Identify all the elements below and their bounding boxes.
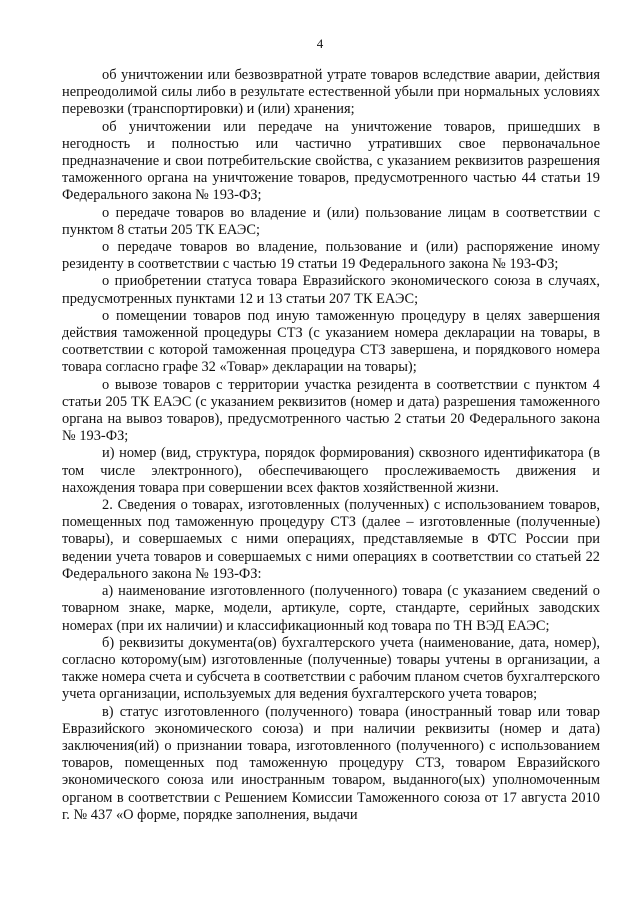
page-number: 4 bbox=[316, 36, 324, 51]
paragraph-section-2: 2. Сведения о товарах, изготовленных (полученных) с использованием товаров, помещенных под таможенную процедуру СТЗ (далее – изготовленные (полученные) товары), и совершаемых с ними операциях, представляемые в ФТС России при ведении учета товаров и совершаемых с ними операциях в соответствии со статьей 22 Федерального закона № 193-ФЗ: bbox=[62, 497, 600, 582]
paragraph-transfer-possession: о передаче товаров во владение и (или) пользование лицам в соответствии с пунктом 8 статьи 205 ТК ЕАЭС; bbox=[62, 204, 600, 238]
paragraph-destruction-loss: об уничтожении или безвозвратной утрате товаров вследствие аварии, действия непреодолимой силы либо в результате естественной убыли при нормальных условиях перевозки (транспортировки) и (или) хранения; bbox=[62, 67, 600, 118]
paragraph-eaeu-status: о приобретении статуса товара Евразийского экономического союза в случаях, предусмотренных пунктами 12 и 13 статьи 207 ТК ЕАЭС; bbox=[62, 273, 600, 307]
paragraph-other-procedure: о помещении товаров под иную таможенную процедуру в целях завершения действия таможенной процедуры СТЗ (с указанием номера декларации на товары, в соответствии с которой таможенная процедура СТЗ завершена, и порядкового номера товара согласно графе 32 «Товар» декларации на товары); bbox=[62, 307, 600, 376]
document-body bbox=[62, 67, 600, 824]
paragraph-destruction-unusable: об уничтожении или передаче на уничтожение товаров, пришедших в негодность и полностью или частично утративших свое первоначальное предназначение и свои потребительские свойства, с указанием реквизитов разрешения таможенного органа на уничтожение товаров, предусмотренного частью 44 статьи 19 Федерального закона № 193-ФЗ; bbox=[62, 118, 600, 204]
paragraph-item-b: б) реквизиты документа(ов) бухгалтерского учета (наименование, дата, номер), согласно которому(ым) изготовленные (полученные) товары учтены в организации, а также номера счета и субсчета в соответствии с рабочим планом счетов бухгалтерского учета организации, используемых для ведения бухгалтерского учета товаров; bbox=[62, 634, 600, 703]
paragraph-item-c: в) статус изготовленного (полученного) товара (иностранный товар или товар Евразийского экономического союза) и при наличии реквизиты (номер и дата) заключения(ий) о признании товара, изготовленного (полученного) с использованием товаров, помещенных под таможенную процедуру СТЗ, товаром Евразийского экономического союза или иностранным товаром, выданного(ых) уполномоченным органом в соответствии с Решением Комиссии Таможенного союза от 17 августа 2010 г. № 437 «О форме, порядке заполнения, выдачи bbox=[62, 703, 600, 823]
paragraph-export: о вывозе товаров с территории участка резидента в соответствии с пунктом 4 статьи 205 ТК ЕАЭС (с указанием реквизитов (номер и дата) разрешения таможенного органа на вывоз товаров), предусмотренного частью 2 статьи 20 Федерального закона № 193-ФЗ; bbox=[62, 376, 600, 445]
paragraph-item-a: а) наименование изготовленного (полученного) товара (с указанием сведений о товарном знаке, марке, модели, артикуле, сорте, стандарте, серийных заводских номерах (при их наличии) и классификационный код товара по ТН ВЭД ЕАЭС; bbox=[62, 583, 600, 634]
paragraph-transfer-resident: о передаче товаров во владение, пользование и (или) распоряжение иному резиденту в соответствии с частью 19 статьи 19 Федерального закона № 193-ФЗ; bbox=[62, 239, 600, 273]
paragraph-identifier: и) номер (вид, структура, порядок формирования) сквозного идентификатора (в том числе электронного), обеспечивающего прослеживаемость движения и нахождения товара при совершении всех фактов хозяйственной жизни. bbox=[62, 445, 600, 496]
